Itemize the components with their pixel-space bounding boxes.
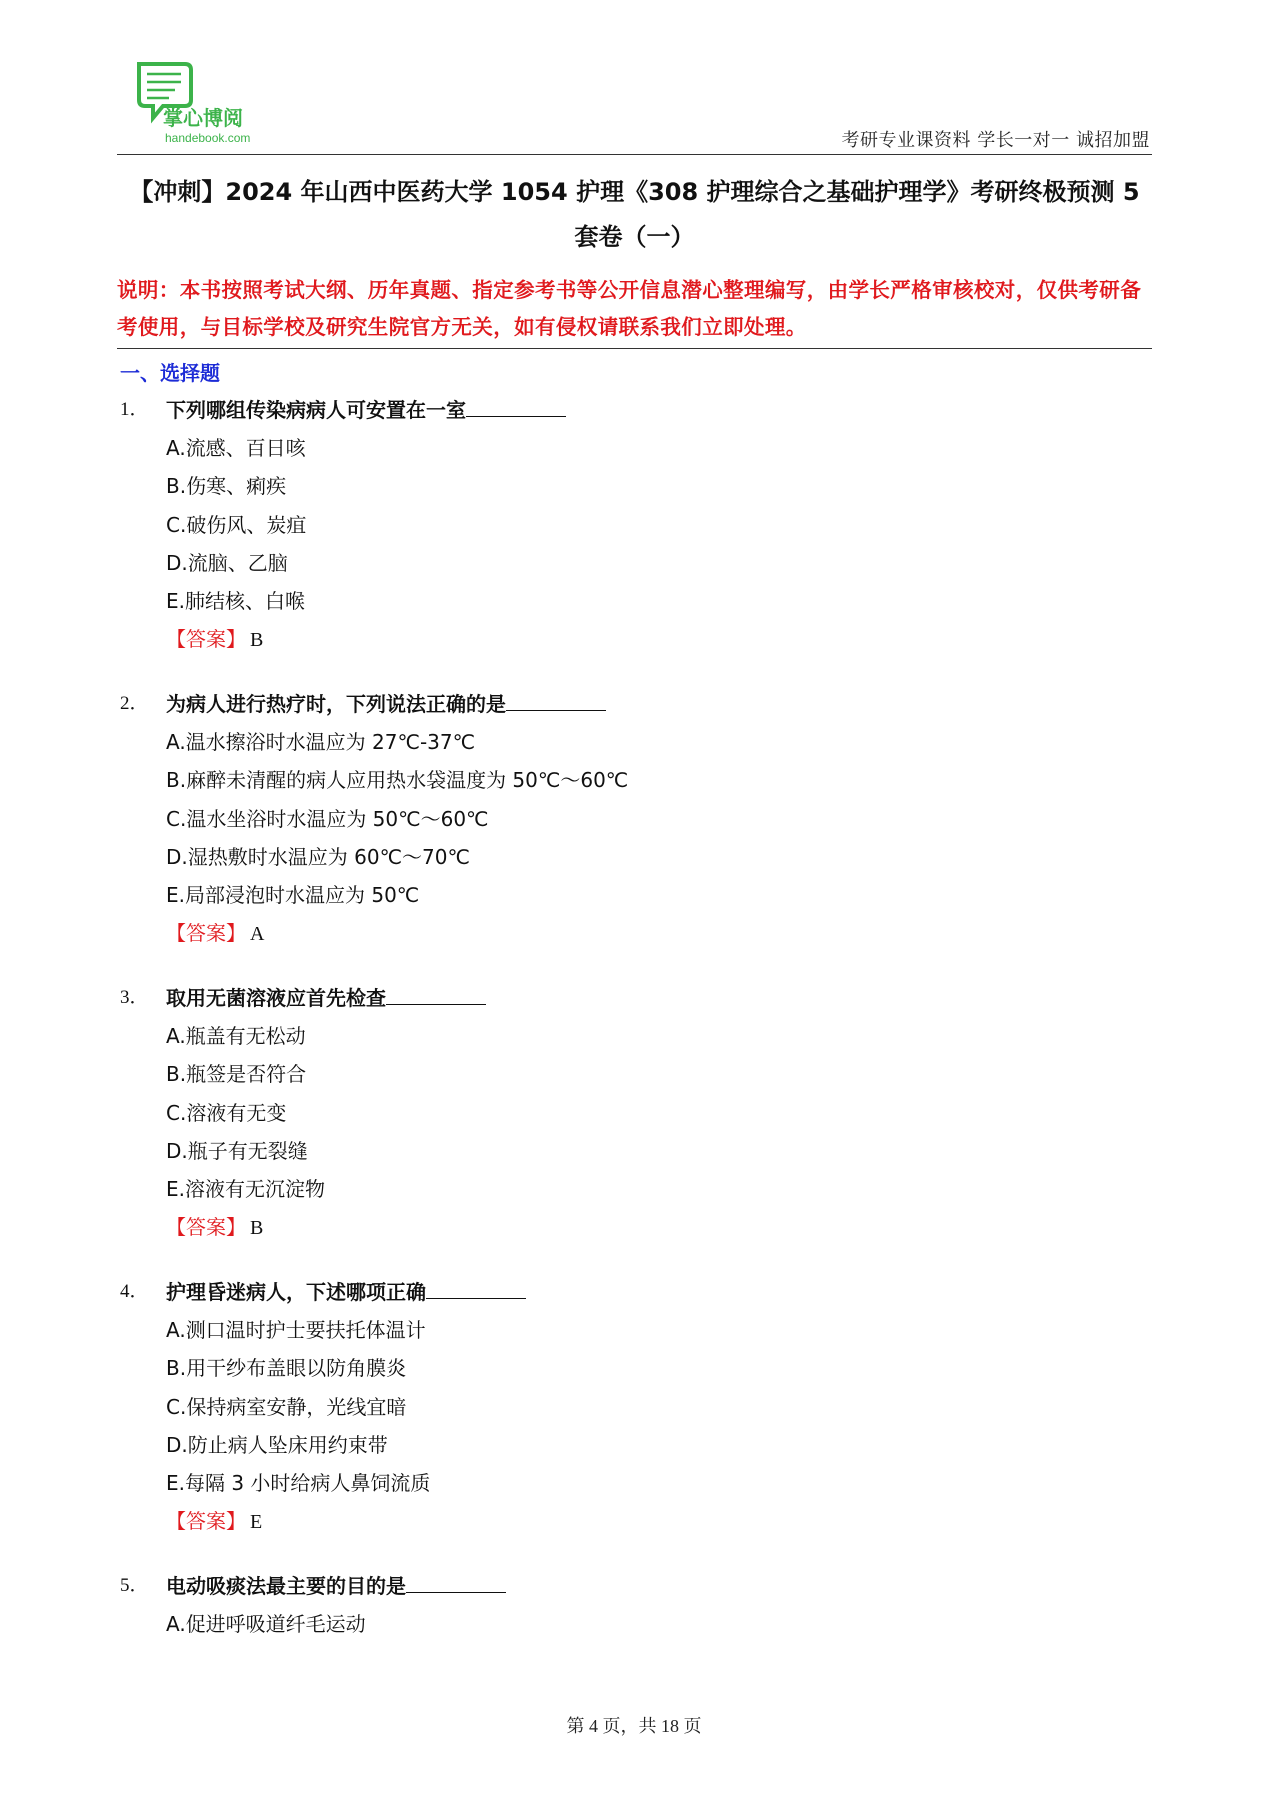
page-indicator: 第 4 页，共 18 页 (566, 1716, 702, 1736)
question-number: 1． (120, 399, 149, 420)
answer-blank (426, 1276, 526, 1299)
question-stem: 护理昏迷病人，下述哪项正确 (166, 1275, 526, 1309)
answer-value: A (250, 923, 265, 946)
notice-divider (117, 348, 1152, 349)
option-c: C.破伤风、炭疽 (166, 512, 307, 537)
option-a: A.瓶盖有无松动 (166, 1024, 306, 1048)
option-list (166, 429, 306, 659)
answer-label: 【答案】 (166, 1215, 246, 1240)
option-b: B.伤寒、痢疾 (166, 474, 287, 499)
option-list (166, 1017, 325, 1247)
question-stem: 取用无菌溶液应首先检查 (166, 981, 486, 1015)
answer-label: 【答案】 (166, 1509, 246, 1534)
question-stem: 为病人进行热疗时，下列说法正确的是 (166, 687, 606, 721)
answer (166, 1208, 325, 1247)
answer-blank (406, 1570, 506, 1593)
option-list (166, 1605, 366, 1643)
option-c: C.溶液有无变 (166, 1100, 287, 1125)
chat-bubble-document-icon (133, 60, 303, 150)
header-divider (117, 154, 1152, 155)
answer (166, 620, 306, 659)
option-e: E.肺结核、白喉 (166, 589, 305, 614)
answer-blank (386, 982, 486, 1005)
option-b: B.瓶签是否符合 (166, 1062, 307, 1087)
answer-label: 【答案】 (166, 627, 246, 652)
option-a: A.温水擦浴时水温应为 27℃-37℃ (166, 730, 476, 754)
option-list (166, 723, 628, 953)
question-number: 3． (120, 987, 149, 1008)
answer-value: B (250, 629, 264, 652)
svg-text:掌心博阅: 掌心博阅 (163, 106, 243, 130)
answer-label: 【答案】 (166, 921, 246, 946)
question-number: 5． (120, 1575, 149, 1596)
question-stem: 下列哪组传染病病人可安置在一室 (166, 393, 566, 427)
option-c: C.温水坐浴时水温应为 50℃～60℃ (166, 806, 489, 831)
question-number: 2． (120, 693, 149, 714)
question-stem: 电动吸痰法最主要的目的是 (166, 1569, 506, 1603)
option-e: E.溶液有无沉淀物 (166, 1177, 325, 1202)
option-d: D.防止病人坠床用约束带 (166, 1432, 388, 1457)
option-c: C.保持病室安静，光线宜暗 (166, 1394, 407, 1419)
option-e: E.每隔 3 小时给病人鼻饲流质 (166, 1471, 431, 1496)
option-d: D.流脑、乙脑 (166, 550, 288, 575)
option-b: B.用干纱布盖眼以防角膜炎 (166, 1356, 407, 1381)
option-a: A.测口温时护士要扶托体温计 (166, 1318, 426, 1342)
document-title: 【冲刺】2024 年山西中医药大学 1054 护理《308 护理综合之基础护理学》考研终极预测 5 套卷（一） (129, 178, 1140, 251)
brand-logo (133, 60, 303, 150)
question-number: 4． (120, 1281, 149, 1302)
option-d: D.湿热敷时水温应为 60℃～70℃ (166, 844, 470, 869)
option-list (166, 1311, 430, 1541)
disclaimer-notice: 说明：本书按照考试大纲、历年真题、指定参考书等公开信息潜心整理编写，由学长严格审核校对，仅供考研备考使用，与目标学校及研究生院官方无关，如有侵权请联系我们立即处理。 (117, 278, 1142, 339)
header-slogan: 考研专业课资料 学长一对一 诚招加盟 (841, 130, 1150, 151)
answer-value: B (250, 1217, 264, 1240)
option-a: A.流感、百日咳 (166, 436, 306, 460)
option-b: B.麻醉未清醒的病人应用热水袋温度为 50℃～60℃ (166, 768, 629, 793)
section-title: 一、选择题 (120, 361, 220, 385)
answer-blank (506, 688, 606, 711)
answer (166, 914, 628, 953)
option-d: D.瓶子有无裂缝 (166, 1138, 308, 1163)
option-e: E.局部浸泡时水温应为 50℃ (166, 883, 420, 908)
option-a: A.促进呼吸道纤毛运动 (166, 1612, 366, 1636)
answer (166, 1502, 430, 1541)
answer-value: E (250, 1511, 263, 1534)
answer-blank (466, 394, 566, 417)
svg-text:handebook.com: handebook.com (165, 131, 251, 145)
